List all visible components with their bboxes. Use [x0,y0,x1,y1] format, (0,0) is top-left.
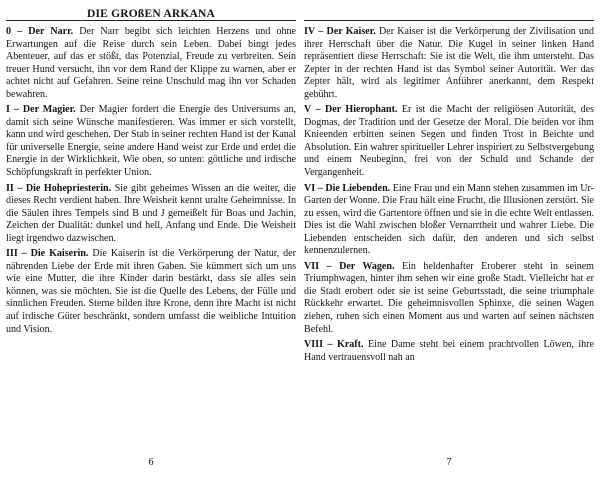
entry-text: Eine Dame steht bei einem prachtvollen Löwen, ihre Hand vertrauensvoll nah an [304,339,594,363]
entry-text: Der Kaiser ist die Verkörperung der Zivilisation und ihrer Herrschaft über die Natur. Die Kugel in seiner linken Hand repräsentiert diese Herrschaft: Sie ist die Welt, die ihm untersteht. Das Zepter in der rechten Hand ist das Symbol seiner Autorität. Wer das Zepter hält, wird als legitimer Anführer anerkannt, dem Respekt gebührt. [304,26,594,100]
entry-text: Der Narr begibt sich leichten Herzens und ohne Erwartungen auf die Reise durch sein Leben. Dabei bingt jedes Abenteuer, auf das er stößt, das Potenzial, Freude zu verbreiten. Sein treuer Hund versucht, ihn vor dem Rand der Klippe zu warnen, aber er achtet nicht auf Gefahren. Seine reine Unschuld mag ihn vor Schaden bewahren. [6,26,296,100]
entry-title: V – Der Hierophant. [304,104,398,116]
entry-text: Eine Frau und ein Mann stehen zusammen im Ur-Garten der Wonne. Die Frau hält eine Frucht, die Illusionen zerstört. Sie zu essen, wird die Gartentore öffnen und sie in die echte Welt entlassen. Dies ist die Wahl zwischen bloßer Vernarrtheit und wahrer Liebe. Die Liebenden entscheiden sich dafür, den anderen und sich selbst kennenzulernen. [304,182,594,257]
entry-text: Ein heldenhafter Eroberer steht in seinem Triumphwagen, hinter ihm sehen wir eine große Stadt. Vielleicht hat er die Stadt erobert oder sie ist seine Geburtsstadt, die seine triumphale Rückkehr erwartet. Die geheimnisvollen Sphinxe, die seinen Wagen ziehen, ruhen sich einen Moment aus und warten auf seinen nächsten Befehl. [304,260,595,335]
right-page [304,4,594,480]
right-page-header [304,4,594,21]
entry-text: Er ist die Macht der religiösen Autorität, des Dogmas, der Tradition und der Gesetze der Moral. Die beiden vor ihm Knieenden erbitten seinen Segen und finden Trost in Beichte und Absolution. Ein wahrer spiritueller Lehrer inspiriert zu Selbstvergebung und einem Neubeginn, frei von der Schuld und Schande der Vergangenheit. [304,104,594,179]
entry-text: Der Magier fordert die Energie des Universums an, damit sich seine Wünsche manifestieren. Was immer er sich vorstellt, kann und wird geschehen. Der Stab in seiner rechten Hand ist der Kanal für universelle Energie, seine andere Hand weist zur Erde und erdet die Energie in der Wirklichkeit. Wie oben, so unten: göttliche und irdische Schöpfungskraft in perfekter Union. [6,104,296,179]
page-number-left: 6 [148,457,154,468]
entry-der-wagen [304,261,594,336]
page-number-right: 7 [446,457,452,468]
entry-die-liebenden [304,183,594,258]
entry-text: Die Kaiserin ist die Verkörperung der Natur, der nährenden Liebe der Erde mit ihren Gaben. Sie kümmert sich um uns wie eine Mutter, die ihre Kinder darin bestärkt, dass sie alles sein können, was sie möchten. Sie ist die Quelle des Lebens, der Fülle und sinnlichen Freuden. Sterne bilden ihre Krone, denn ihre Macht ist nicht auf irdische Güter beschränkt, sondern umfasst die weibliche Intuition und Vision. [6,248,296,335]
entry-kraft [304,339,594,364]
entry-der-kaiser [304,26,594,101]
entry-title: III – Die Kaiserin. [6,248,89,260]
left-page [6,4,296,480]
entry-title: VIII – Kraft. [304,339,364,351]
entry-title: IV – Der Kaiser. [304,26,376,37]
running-head: DIE GROßEN ARKANA [86,8,215,20]
entry-title: II – Die Hohepriesterin. [6,182,112,194]
right-page-body [304,21,594,364]
left-page-body [6,21,296,336]
left-page-header [6,4,296,21]
entry-title: 0 – Der Narr. [6,26,74,37]
entry-title: I – Der Magier. [6,104,76,116]
entry-title: VI – Die Liebenden. [304,182,391,194]
entry-title: VII – Der Wagen. [304,260,395,272]
entry-der-narr [6,26,296,101]
entry-text: Sie gibt geheimes Wissen an die weiter, die dieses Recht verdient haben. Ihre Weisheit kennt uralte Geheimnisse. In die Säulen ihres Tempels sind B und J gemeißelt für Boas und Jachin, Zeichen der Dualität: dunkel und hell, Anfang und Ende. Die Weisheit liegt irgendwo dazwischen. [6,182,296,244]
entry-die-hohepriesterin [6,183,296,246]
entry-die-kaiserin [6,248,296,336]
entry-der-magier [6,104,296,179]
entry-der-hierophant [304,104,594,179]
